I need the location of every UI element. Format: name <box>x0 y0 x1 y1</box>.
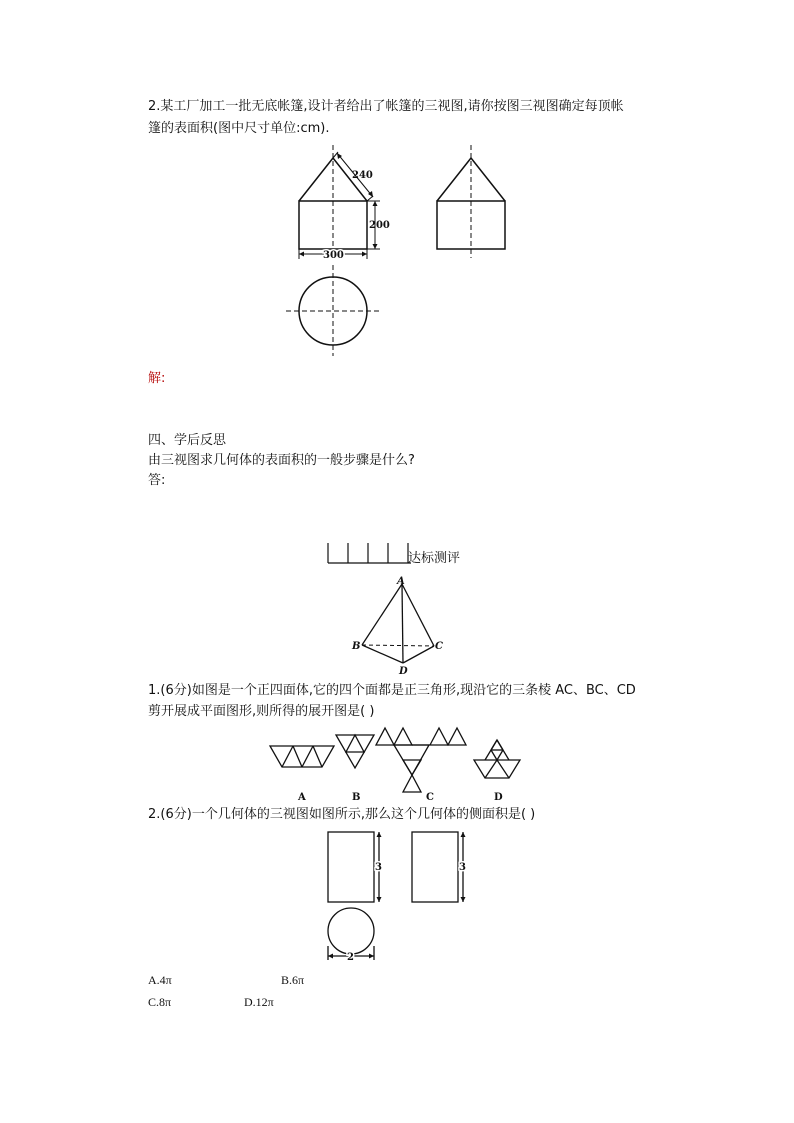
choice-label-c: C <box>426 792 434 803</box>
dim-slant-label: 240 <box>352 170 373 181</box>
option-c: C.8π <box>148 995 172 1009</box>
choice-label-b: B <box>352 792 361 803</box>
section-banner-graphic <box>325 540 415 570</box>
section-banner-title: 达标测评 <box>408 551 461 566</box>
vertex-label-a: A <box>397 576 405 587</box>
cylinder-three-view-figure <box>320 828 500 963</box>
reflection-question: 由三视图求几何体的表面积的一般步骤是什么? <box>148 453 415 468</box>
option-d: D.12π <box>244 995 274 1009</box>
vertex-label-b: B <box>352 641 361 652</box>
dim-width-label: 300 <box>323 250 344 261</box>
dim-height-label: 3 <box>375 862 382 873</box>
question-text-line: 1.(6分)如图是一个正四面体,它的四个面都是正三角形,现沿它的三条棱 AC、BC、CD <box>148 683 636 698</box>
question-text-line: 2.(6分)一个几何体的三视图如图所示,那么这个几何体的侧面积是( ) <box>148 807 536 822</box>
question-text-line: 2.某工厂加工一批无底帐篷,设计者给出了帐篷的三视图,请你按图三视图确定每顶帐 <box>148 99 624 114</box>
choice-label-a: A <box>298 792 306 803</box>
solution-label: 解: <box>148 371 166 386</box>
vertex-label-d: D <box>399 666 408 675</box>
option-a: A.4π <box>148 973 172 987</box>
net-choices-figure <box>262 720 562 805</box>
choice-label-d: D <box>494 792 503 803</box>
section-heading: 四、学后反思 <box>148 433 227 448</box>
answer-label: 答: <box>148 473 166 488</box>
dim-height-label: 200 <box>369 220 390 231</box>
vertex-label-c: C <box>435 641 443 652</box>
dim-height-label: 3 <box>459 862 466 873</box>
tetrahedron-figure <box>350 575 460 675</box>
dim-diameter-label: 2 <box>347 952 354 963</box>
question-text-line: 篷的表面积(图中尺寸单位:cm). <box>148 121 330 136</box>
option-b: B.6π <box>281 973 305 987</box>
question-text-line: 剪开展成平面图形,则所得的展开图是( ) <box>148 704 375 719</box>
